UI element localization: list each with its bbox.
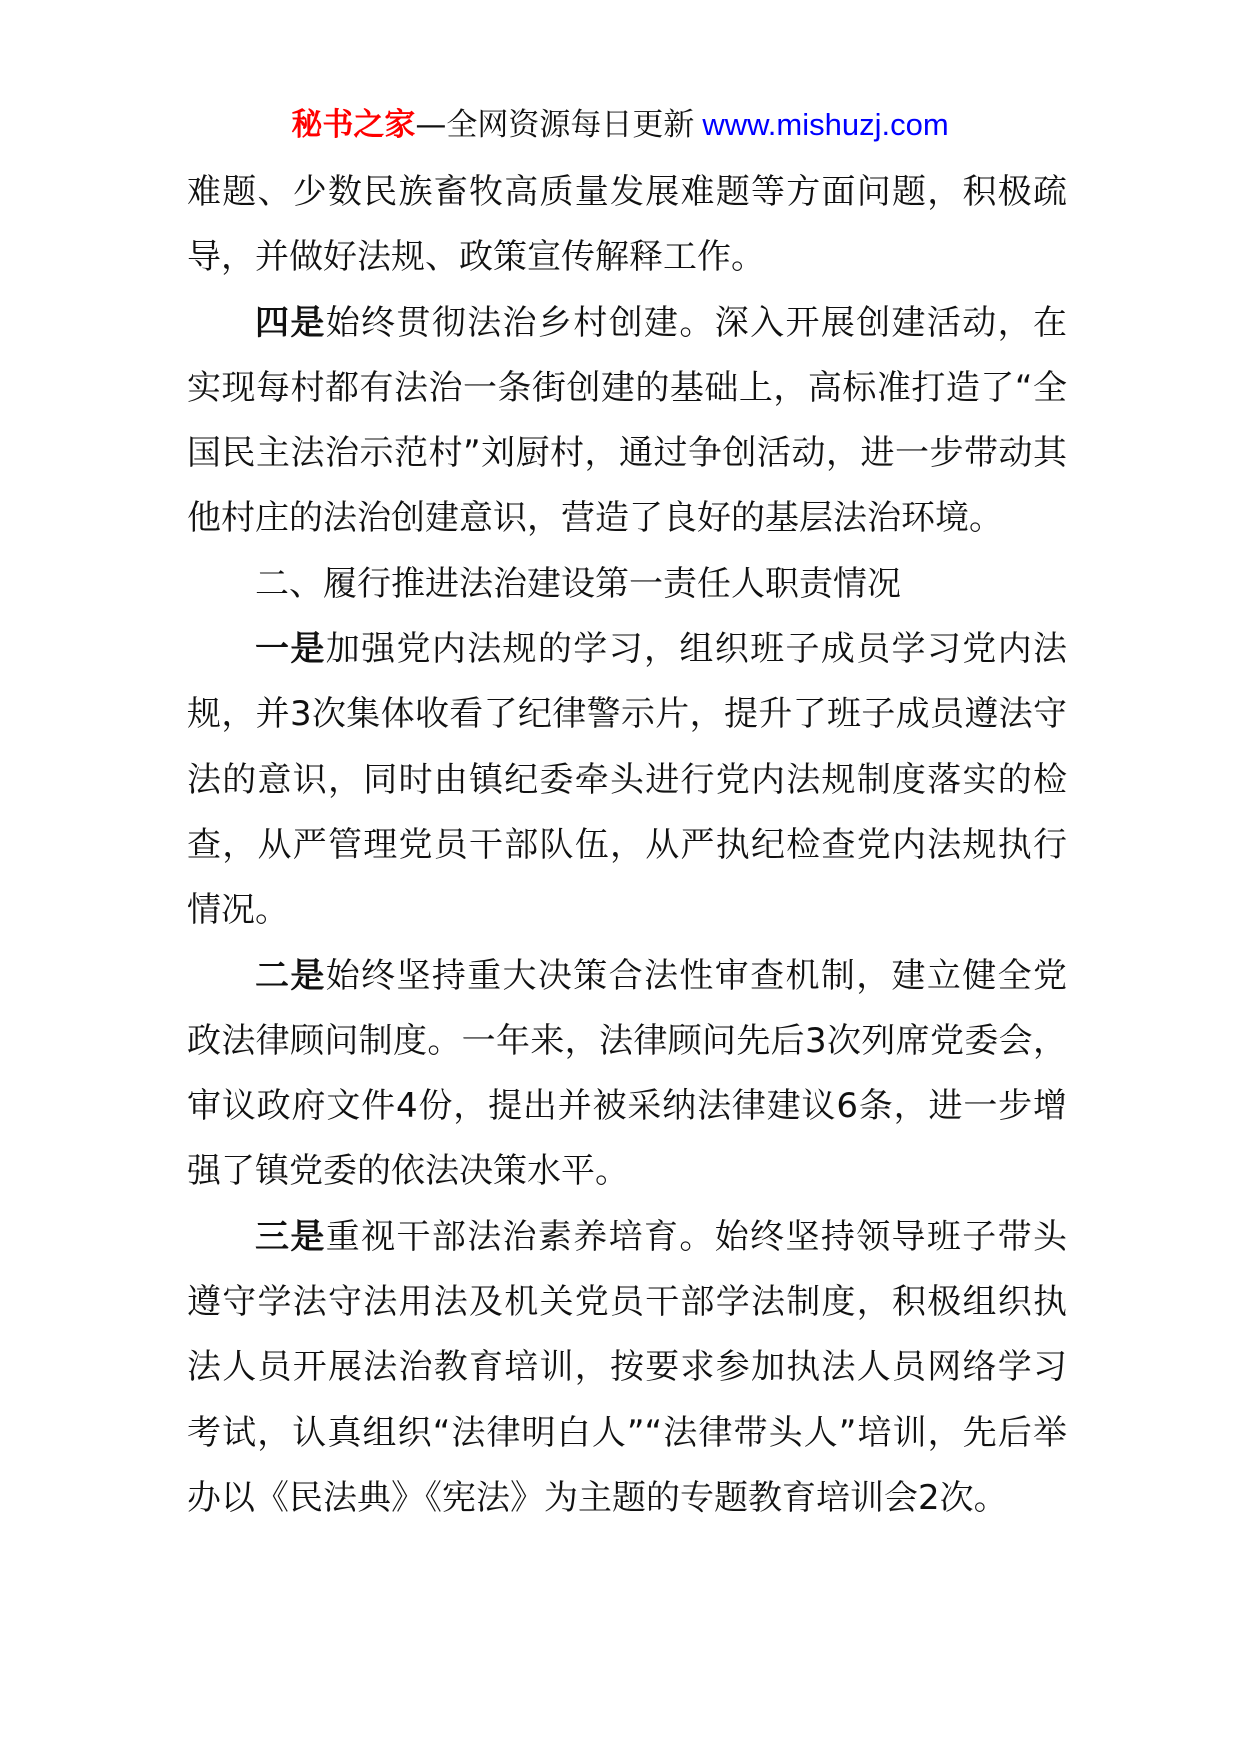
section-heading bbox=[187, 552, 1067, 617]
paragraph-point-two bbox=[187, 944, 1067, 1205]
document-body bbox=[187, 160, 1067, 1531]
paragraph-lead: 四是 bbox=[255, 302, 326, 343]
brand-name: 秘书之家 bbox=[291, 107, 416, 143]
paragraph-lead: 一是 bbox=[255, 629, 326, 670]
site-header bbox=[0, 98, 1240, 152]
paragraph-text: 难题、少数民族畜牧高质量发展难题等方面问题，积极疏导，并做好法规、政策宣传解释工作。 bbox=[187, 172, 1067, 278]
paragraph-lead: 二是 bbox=[255, 955, 326, 996]
paragraph-text: 始终贯彻法治乡村创建。深入开展创建活动，在实现每村都有法治一条街创建的基础上，高标准打造了“全国民主法治示范村”刘厨村，通过争创活动，进一步带动其他村庄的法治创建意识，营造了良好的基层法治环境。 bbox=[187, 302, 1068, 539]
paragraph-text: 重视干部法治素养培育。始终坚持领导班子带头遵守学法守法用法及机关党员干部学法制度，积极组织执法人员开展法治教育培训，按要求参加执法人员网络学习考试，认真组织“法律明白人”“法律带头人”培训，先后举办以《民法典》《宪法》为主题的专题教育培训会2次。 bbox=[187, 1216, 1068, 1518]
paragraph-continuation bbox=[187, 160, 1067, 291]
site-url-link[interactable]: www.mishuzj.com bbox=[702, 107, 949, 142]
paragraph-point-three bbox=[187, 1205, 1067, 1531]
header-tagline: —全网资源每日更新 bbox=[415, 107, 695, 143]
paragraph-text: 始终坚持重大决策合法性审查机制，建立健全党政法律顾问制度。一年来，法律顾问先后3次列席党委会，审议政府文件4份，提出并被采纳法律建议6条，进一步增强了镇党委的依法决策水平。 bbox=[187, 955, 1068, 1192]
section-heading-text: 二、履行推进法治建设第一责任人职责情况 bbox=[255, 563, 901, 604]
paragraph-text: 加强党内法规的学习，组织班子成员学习党内法规，并3次集体收看了纪律警示片，提升了班子成员遵法守法的意识，同时由镇纪委牵头进行党内法规制度落实的检查，从严管理党员干部队伍，从严执纪检查党内法规执行情况。 bbox=[187, 629, 1068, 931]
paragraph-point-one bbox=[187, 617, 1067, 943]
paragraph-lead: 三是 bbox=[255, 1216, 326, 1257]
paragraph-point-four bbox=[187, 291, 1067, 552]
